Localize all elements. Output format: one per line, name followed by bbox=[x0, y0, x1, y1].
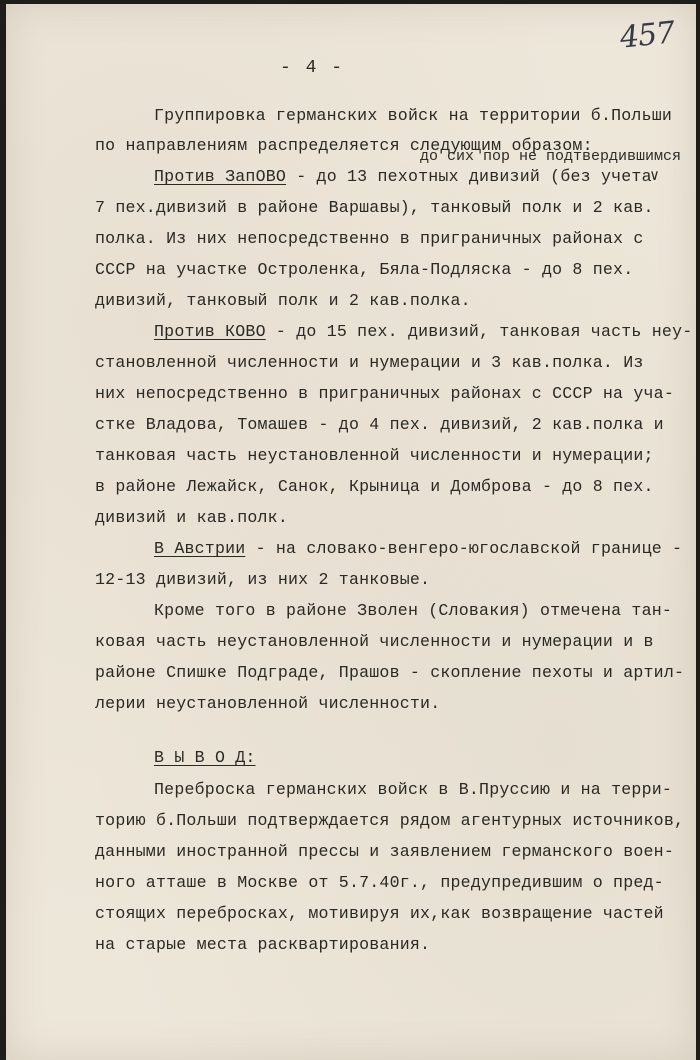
p5-line-2: ковая часть неустановленной численности и нумерации и в bbox=[95, 632, 654, 651]
p3-line-2: становленной численности и нумерации и 3 кав.полка. Из bbox=[95, 353, 644, 372]
p2-line-4: СССР на участке Остроленка, Бяла-Подляска - до 8 пех. bbox=[95, 260, 634, 279]
p2-line-5: дивизий, танковый полк и 2 кав.полка. bbox=[95, 291, 471, 310]
p5-line-4: лерии неустановленной численности. bbox=[95, 694, 441, 713]
p4-line-1 bbox=[154, 539, 682, 559]
austria-heading: В Австрии bbox=[154, 539, 246, 558]
zapovo-heading: Против ЗапОВО bbox=[154, 167, 287, 186]
document-page bbox=[6, 4, 696, 1060]
insertion-caret-icon: ∨ bbox=[650, 168, 660, 185]
page-number: - 4 - bbox=[280, 58, 345, 78]
archive-page-number: 457 bbox=[618, 15, 676, 56]
conclusion-line-4: ного атташе в Москве от 5.7.40г., предупредившим о пред- bbox=[95, 873, 664, 892]
conclusion-line-1: Переброска германских войск в В.Пруссию и на терри- bbox=[154, 780, 673, 799]
p1-line-1: Группировка германских войск на территории б.Польши bbox=[154, 106, 673, 125]
p4-line-2: 12-13 дивизий, из них 2 танковые. bbox=[95, 570, 431, 589]
p3-line-5: танковая часть неустановленной численности и нумерации; bbox=[95, 446, 654, 465]
p4-line-1-text: - на словако-венгеро-югославской границе - bbox=[245, 539, 683, 558]
p5-line-1: Кроме того в районе Зволен (Словакия) отмечена тан- bbox=[154, 601, 673, 620]
conclusion-line-3: данными иностранной прессы и заявлением германского воен- bbox=[95, 842, 674, 861]
p3-line-6: в районе Лежайск, Санок, Крыница и Домброва - до 8 пех. bbox=[95, 477, 654, 496]
p2-line-2: 7 пех.дивизий в районе Варшавы), танковый полк и 2 кав. bbox=[95, 198, 654, 217]
p3-line-4: стке Владова, Томашев - до 4 пех. дивизий, 2 кав.полка и bbox=[95, 415, 664, 434]
p3-line-3: них непосредственно в приграничных районах с СССР на уча- bbox=[95, 384, 674, 403]
p3-line-7: дивизий и кав.полк. bbox=[95, 508, 288, 527]
conclusion-heading: В Ы В О Д: bbox=[154, 748, 256, 767]
p2-line-1 bbox=[154, 167, 652, 187]
p3-line-1 bbox=[154, 322, 692, 342]
conclusion-line-6: на старые места расквартирования. bbox=[95, 935, 431, 954]
p2-line-3: полка. Из них непосредственно в приграничных районах с bbox=[95, 229, 644, 248]
kovo-heading: Против КОВО bbox=[154, 322, 266, 341]
insertion-note: до сих пор не подтвердившимся bbox=[420, 148, 682, 165]
p5-line-3: районе Спишке Подграде, Прашов - скопление пехоты и артил- bbox=[95, 663, 685, 682]
p1-line-2: по направлениям распределяется следующим образом: bbox=[95, 136, 593, 155]
conclusion-line-2: торию б.Польши подтверждается рядом агентурных источников, bbox=[95, 811, 685, 830]
p3-line-1-text: - до 15 пех. дивизий, танковая часть неу- bbox=[265, 322, 693, 341]
p2-line-1-text: - до 13 пехотных дивизий (без учета bbox=[286, 167, 652, 186]
conclusion-line-5: стоящих перебросках, мотивируя их,как возвращение частей bbox=[95, 904, 664, 923]
